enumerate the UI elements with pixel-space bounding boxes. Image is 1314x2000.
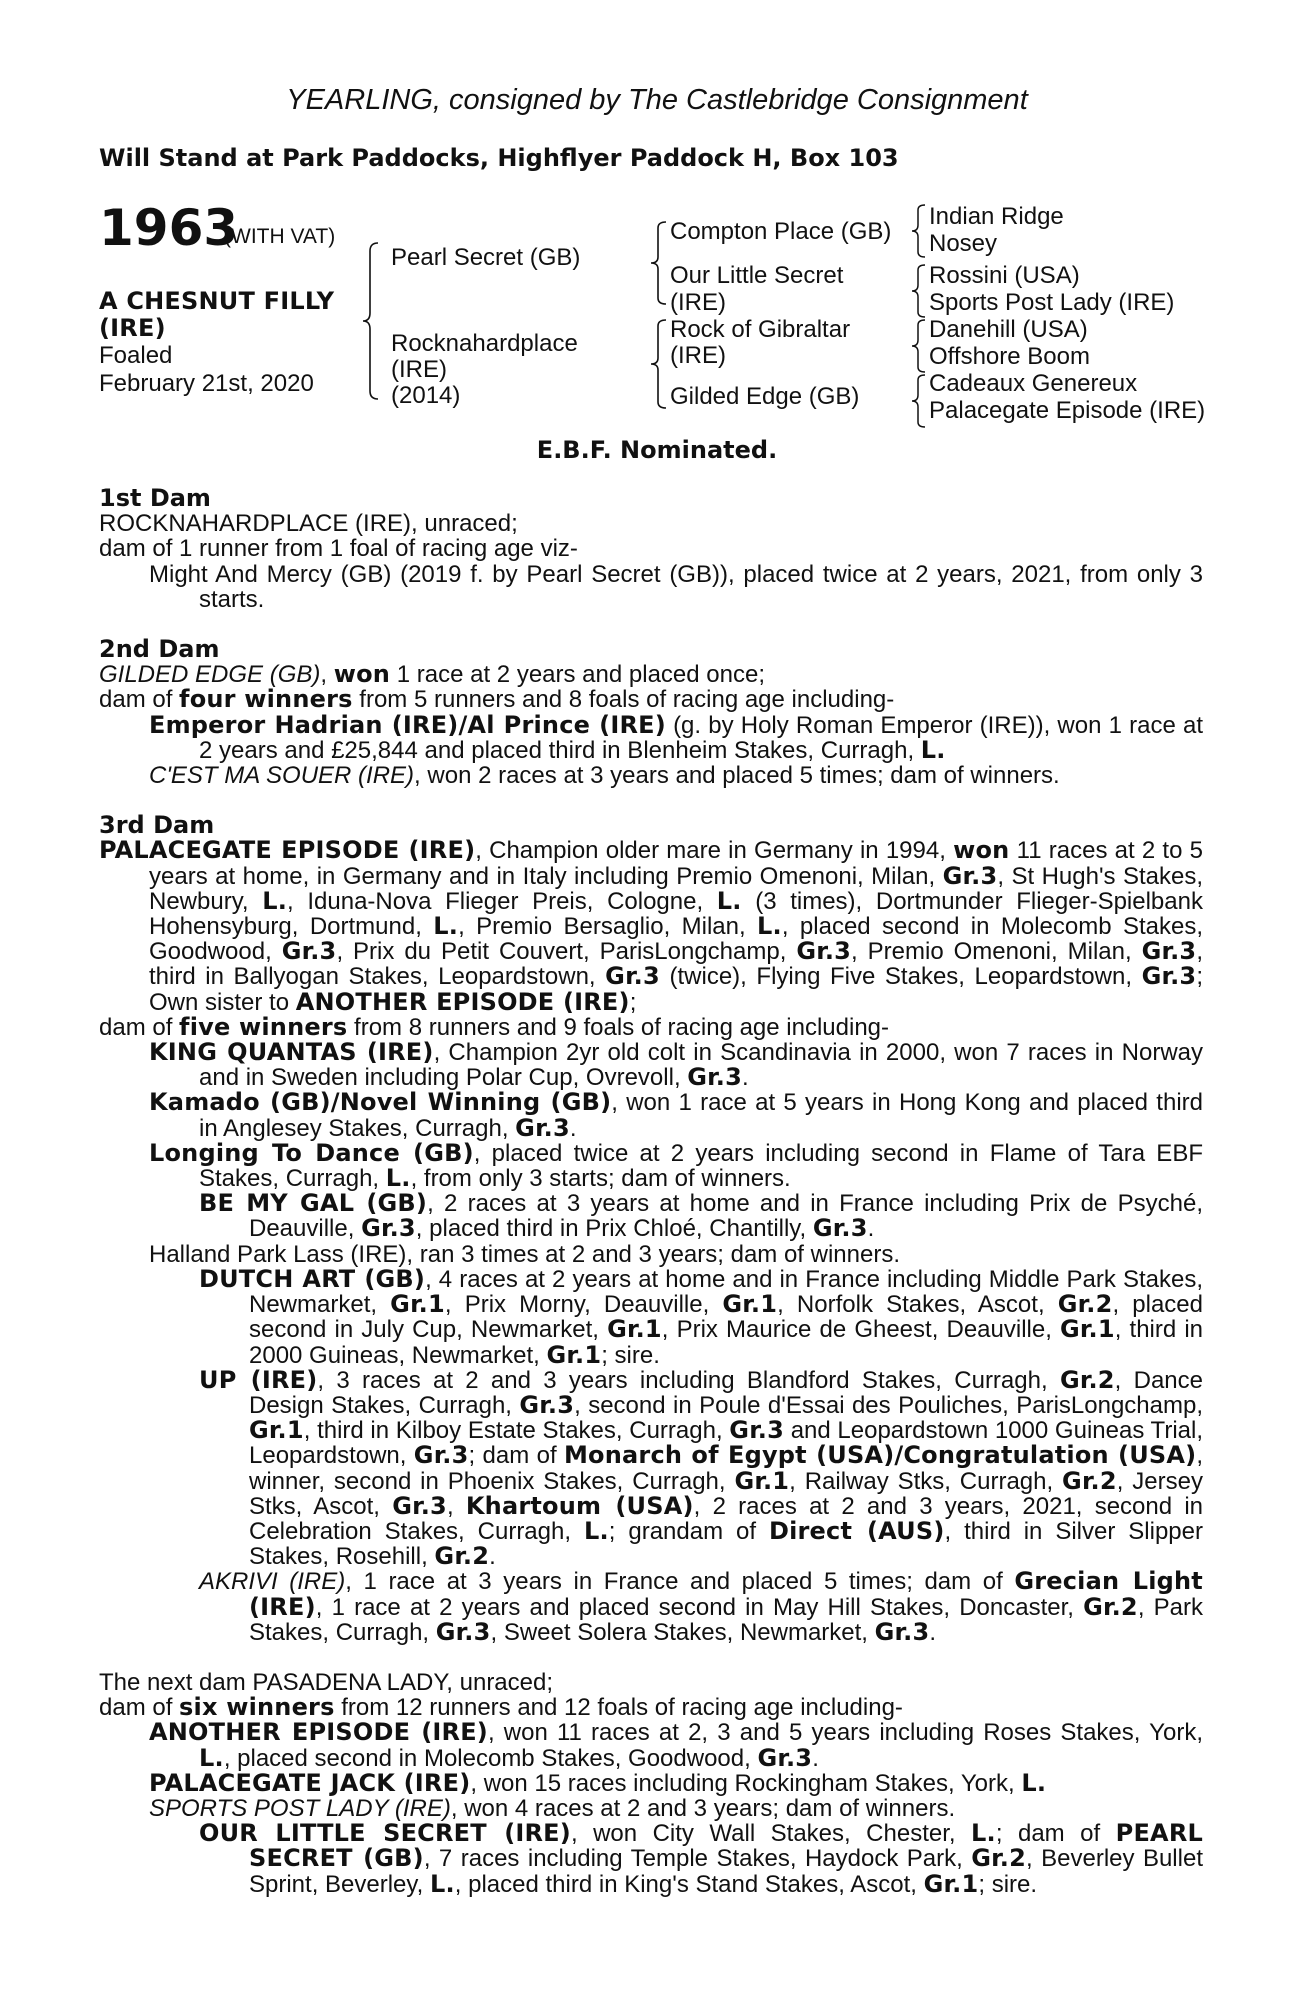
- third-dam-grand-entry: AKRIVI (IRE), 1 race at 3 years in France and placed 5 times; dam of Grecian Light (IRE), 1 race at 2 years and placed second in May Hill Stakes, Doncaster, Gr.2, Park Stakes, Curragh, Gr.3, Sweet Solera Stakes, Newmarket, Gr.3.: [199, 1567, 1204, 1646]
- stand-location: Will Stand at Park Paddocks, Highflyer Paddock H, Box 103: [99, 144, 899, 172]
- ancestor-g4-5: Danehill (USA): [929, 316, 1088, 343]
- third-dam-produce: dam of five winners from 8 runners and 9 foals of racing age including-: [99, 1012, 890, 1041]
- vat-note: (WITH VAT): [224, 225, 336, 248]
- third-dam-grand-entry: UP (IRE), 3 races at 2 and 3 years including Blandford Stakes, Curragh, Gr.2, Dance Design Stakes, Curragh, Gr.3, second in Poule d'Essai des Pouliches, ParisLongchamp, Gr.1, third in Kilboy Estate Stakes, Curragh, Gr.3 and Leopardstown 1000 Guineas Trial, Leopardstown, Gr.3; dam of Monarch of Egypt (USA)/Congratulation (USA), winner, second in Phoenix Stakes, Curragh, Gr.1, Railway Stks, Curragh, Gr.2, Jersey Stks, Ascot, Gr.3, Khartoum (USA), 2 races at 2 and 3 years, 2021, second in Celebration Stakes, Curragh, L.; grandam of Direct (AUS), third in Silver Slipper Stakes, Rosehill, Gr.2.: [199, 1365, 1204, 1571]
- third-dam-entry: KING QUANTAS (IRE), Champion 2yr old colt in Scandinavia in 2000, won 7 races in Norway and in Sweden including Polar Cup, Ovrevoll, Gr.3.: [149, 1038, 1203, 1092]
- second-dam-name: GILDED EDGE (GB), won 1 race at 2 years and placed once;: [99, 660, 765, 689]
- third-dam-record: PALACEGATE EPISODE (IRE), Champion older mare in Germany in 1994, won 11 races at 2 to 5 years at home, in Germany and in Italy including Premio Omenoni, Milan, Gr.3, St Hugh's Stakes, Newbury, L., Iduna-Nova Flieger Preis, Cologne, L. (3 times), Dortmunder Flieger-Spielbank Hohensyburg, Dortmund, L., Premio Bersaglio, Milan, L., placed second in Molecomb Stakes, Goodwood, Gr.3, Prix du Petit Couvert, ParisLongchamp, Gr.3, Premio Omenoni, Milan, Gr.3, third in Ballyogan Stakes, Leopardstown, Gr.3 (twice), Flying Five Stakes, Leopardstown, Gr.3; Own sister to ANOTHER EPISODE (IRE);: [99, 836, 1204, 1016]
- first-dam-name: ROCKNAHARDPLACE (IRE), unraced;: [99, 510, 518, 538]
- sire-name: Pearl Secret (GB): [391, 244, 581, 271]
- ancestor-g4-3: Rossini (USA): [929, 262, 1080, 289]
- pedigree-brace: [911, 263, 929, 319]
- ebf-nomination: E.B.F. Nominated.: [536, 436, 778, 464]
- next-dam-intro: The next dam PASADENA LADY, unraced;: [99, 1668, 554, 1696]
- dam-sire-name: Rock of Gibraltar: [670, 316, 851, 343]
- pedigree-brace: [650, 220, 670, 308]
- ancestor-g4-1: Indian Ridge: [929, 203, 1064, 230]
- third-dam-entry: Kamado (GB)/Novel Winning (GB), won 1 race at 5 years in Hong Kong and placed third in Anglesey Stakes, Curragh, Gr.3.: [149, 1088, 1203, 1142]
- pedigree-notes: [99, 486, 1203, 1897]
- ancestor-g4-2: Nosey: [929, 230, 998, 257]
- sire-dam-country: (IRE): [670, 289, 726, 316]
- dam-year: (2014): [391, 382, 461, 409]
- ancestor-g4-6: Offshore Boom: [929, 343, 1090, 370]
- third-dam-entry: Halland Park Lass (IRE), ran 3 times at 2 and 3 years; dam of winners.: [149, 1240, 900, 1268]
- sire-dam-name: Our Little Secret: [670, 262, 844, 289]
- first-dam-produce: dam of 1 runner from 1 foal of racing age viz-: [99, 535, 578, 563]
- third-dam-heading: 3rd Dam: [99, 811, 215, 840]
- second-dam-heading: 2nd Dam: [99, 635, 220, 664]
- second-dam-produce: dam of four winners from 5 runners and 8 foals of racing age including-: [99, 685, 895, 714]
- ancestor-g4-8: Palacegate Episode (IRE): [929, 397, 1206, 424]
- ancestor-g4-7: Cadeaux Genereux: [929, 370, 1138, 397]
- third-dam-grand-entry: BE MY GAL (GB), 2 races at 3 years at home and in France including Prix de Psyché, Deauville, Gr.3, placed third in Prix Chloé, Chantilly, Gr.3.: [199, 1189, 1203, 1243]
- next-dam-entry: SPORTS POST LADY (IRE), won 4 races at 2 and 3 years; dam of winners.: [149, 1794, 956, 1822]
- pedigree-brace: [362, 241, 382, 401]
- dam-sire-country: (IRE): [670, 342, 726, 369]
- dam-name: Rocknahardplace: [391, 330, 578, 357]
- next-dam-entry: ANOTHER EPISODE (IRE), won 11 races at 2, 3 and 5 years including Roses Stakes, York, L., placed second in Molecomb Stakes, Goodwood, Gr.3.: [149, 1718, 1203, 1772]
- third-dam-entry: Longing To Dance (GB), placed twice at 2 years including second in Flame of Tara EBF Stakes, Curragh, L., from only 3 starts; dam of winners.: [149, 1138, 1203, 1193]
- catalogue-header: YEARLING, consigned by The Castlebridge Consignment: [286, 84, 1028, 116]
- lot-country: (IRE): [99, 314, 166, 342]
- first-dam-entry: Might And Mercy (GB) (2019 f. by Pearl Secret (GB)), placed twice at 2 years, 2021, from only 3 starts.: [149, 560, 1203, 613]
- next-dam-grand-entry: OUR LITTLE SECRET (IRE), won City Wall Stakes, Chester, L.; dam of PEARL SECRET (GB), 7 races including Temple Stakes, Haydock Park, Gr.2, Beverley Bullet Sprint, Beverley, L., placed third in King's Stand Stakes, Ascot, Gr.1; sire.: [199, 1819, 1203, 1898]
- next-dam-entry: PALACEGATE JACK (IRE), won 15 races including Rockingham Stakes, York, L.: [149, 1768, 1047, 1797]
- pedigree-brace: [911, 373, 929, 429]
- foaled-label: Foaled: [99, 342, 173, 369]
- foaled-date: February 21st, 2020: [99, 370, 314, 397]
- first-dam-heading: 1st Dam: [99, 484, 211, 512]
- dam-dam-name: Gilded Edge (GB): [670, 383, 860, 410]
- second-dam-entry: C'EST MA SOUER (IRE), won 2 races at 3 years and placed 5 times; dam of winners.: [149, 762, 1060, 790]
- pedigree-brace: [911, 318, 929, 374]
- next-dam-produce: dam of six winners from 12 runners and 12 foals of racing age including-: [99, 1693, 903, 1722]
- lot-number: 1963: [99, 199, 239, 257]
- ancestor-g4-4: Sports Post Lady (IRE): [929, 289, 1175, 316]
- pedigree-brace: [911, 203, 929, 259]
- sire-sire-name: Compton Place (GB): [670, 218, 892, 245]
- third-dam-grand-entry: DUTCH ART (GB), 4 races at 2 years at home and in France including Middle Park Stakes, Newmarket, Gr.1, Prix Morny, Deauville, Gr.1, Norfolk Stakes, Ascot, Gr.2, placed second in July Cup, Newmarket, Gr.1, Prix Maurice de Gheest, Deauville, Gr.1, third in 2000 Guineas, Newmarket, Gr.1; sire.: [199, 1264, 1204, 1369]
- pedigree-brace: [650, 318, 670, 411]
- dam-country: (IRE): [391, 356, 447, 383]
- lot-description: A CHESNUT FILLY: [99, 287, 335, 315]
- second-dam-entry: Emperor Hadrian (IRE)/Al Prince (IRE) (g. by Holy Roman Emperor (IRE)), won 1 race at 2 years and £25,844 and placed third in Blenheim Stakes, Curragh, L.: [149, 710, 1203, 764]
